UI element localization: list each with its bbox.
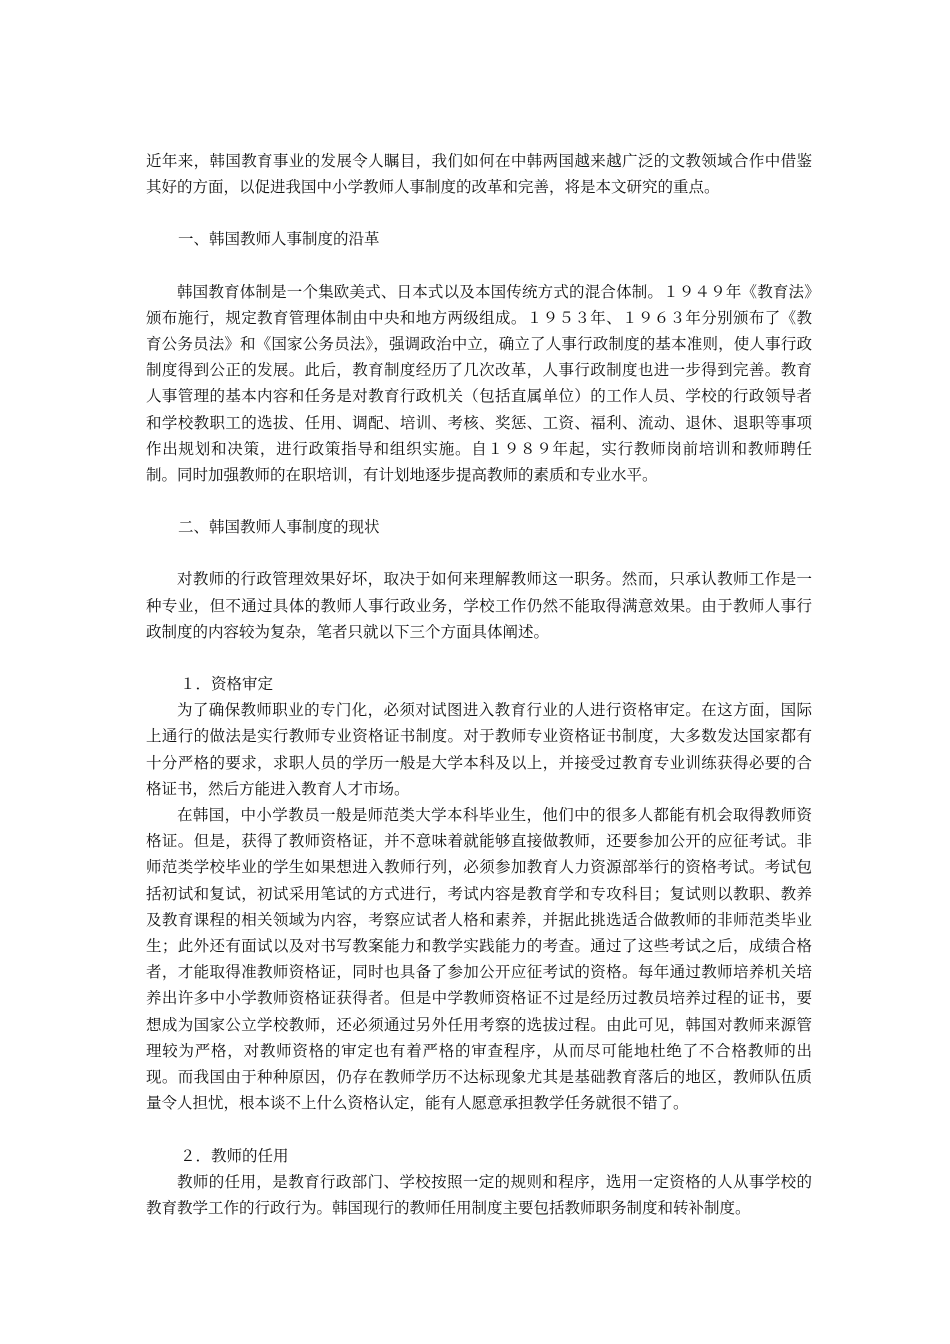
- history-paragraph: 韩国教育体制是一个集欧美式、日本式以及本国传统方式的混合体制。１９４９年《教育法》颁布施行，规定教育管理体制由中央和地方两级组成。１９５３年、１９６３年分别颁布了《教育公务员法》和《国家公务员法》，强调政治中立，确立了人事行政制度的基本准则，使人事行政制度得到公正的发展。此后，教育制度经历了几次改革，人事行政制度也进一步得到完善。教育人事管理的基本内容和任务是对教育行政机关（包括直属单位）的工作人员、学校的行政领导者和学校教职工的选拔、任用、调配、培训、考核、奖惩、工资、福利、流动、退休、退职等事项作出规划和决策，进行政策指导和组织实施。自１９８９年起，实行教师岗前培训和教师聘任制。同时加强教师的在职培训，有计划地逐步提高教师的素质和专业水平。: [146, 282, 812, 485]
- subsection-heading-1: １．资格审定: [180, 675, 274, 694]
- subsection-heading-2: ２．教师的任用: [180, 1146, 289, 1165]
- status-paragraph: 对教师的行政管理效果好坏，取决于如何来理解教师这一职务。然而，只承认教师工作是一种专业，但不通过具体的教师人事行政业务，学校工作仍然不能取得满意效果。由于教师人事行政制度的内容较为复杂，笔者只就以下三个方面具体阐述。: [146, 570, 812, 641]
- appointment-paragraph: 教师的任用，是教育行政部门、学校按照一定的规则和程序，选用一定资格的人从事学校的教育教学工作的行政行为。韩国现行的教师任用制度主要包括教师职务制度和转补制度。: [146, 1172, 812, 1217]
- intro-paragraph: 近年来，韩国教育事业的发展令人瞩目，我们如何在中韩两国越来越广泛的文教领域合作中借鉴其好的方面，以促进我国中小学教师人事制度的改革和完善，将是本文研究的重点。: [146, 152, 812, 197]
- section-heading-1: 一、韩国教师人事制度的沿革: [178, 230, 380, 249]
- korea-qualification-paragraph: 在韩国，中小学教员一般是师范类大学本科毕业生，他们中的很多人都能有机会取得教师资格证。但是，获得了教师资格证，并不意味着就能够直接做教师，还要参加公开的应征考试。非师范类学校毕业的学生如果想进入教师行列，必须参加教育人力资源部举行的资格考试。考试包括初试和复试，初试采用笔试的方式进行，考试内容是教育学和专攻科目；复试则以教职、教养及教育课程的相关领域为内容，考察应试者人格和素养，并据此挑选适合做教师的非师范类毕业生；此外还有面试以及对书写教案能力和教学实践能力的考查。通过了这些考试之后，成绩合格者，才能取得准教师资格证，同时也具备了参加公开应征考试的资格。每年通过教师培养机关培养出许多中小学教师资格证获得者。但是中学教师资格证不过是经历过教员培养过程的证书，要想成为国家公立学校教师，还必须通过另外任用考察的选拔过程。由此可见，韩国对教师来源管理较为严格，对教师资格的审定也有着严格的审查程序，从而尽可能地杜绝了不合格教师的出现。而我国由于种种原因，仍存在教师学历不达标现象尤其是基础教育落后的地区，教师队伍质量令人担忧，根本谈不上什么资格认定，能有人愿意承担教学任务就很不错了。: [146, 806, 812, 1113]
- section-heading-2: 二、韩国教师人事制度的现状: [178, 518, 380, 537]
- qualification-paragraph: 为了确保教师职业的专门化，必须对试图进入教育行业的人进行资格审定。在这方面，国际上通行的做法是实行教师专业资格证书制度。对于教师专业资格证书制度，大多数发达国家都有十分严格的要求，求职人员的学历一般是大学本科及以上，并接受过教育专业训练获得必要的合格证书，然后方能进入教育人才市场。: [146, 701, 812, 798]
- article-body: [146, 148, 812, 1221]
